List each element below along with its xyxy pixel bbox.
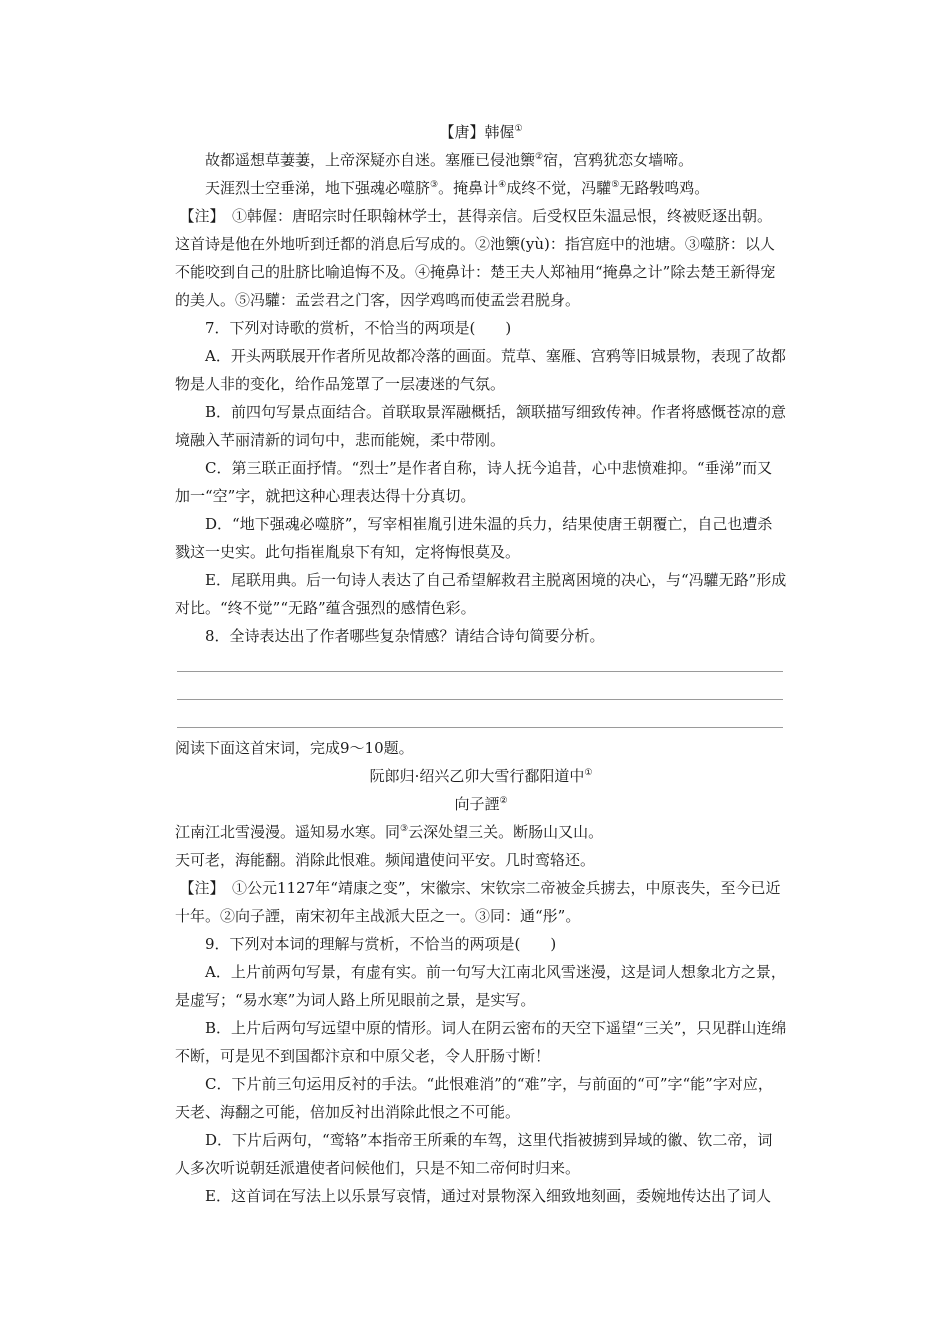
question-7-stem: 7．下列对诗歌的赏析，不恰当的两项是( ) <box>205 319 512 337</box>
ci-notes <box>175 874 787 930</box>
q7-option-c[interactable]: C．第三联正面抒情。“烈士”是作者自称，诗人抚今追昔，心中悲愤难抑。“垂涕”而又加一“空”字，就把这种心理表达得十分真切。 <box>175 459 773 505</box>
footnote-mark: ③ <box>430 180 439 190</box>
poem-text: 无路斅鸣鸡。 <box>619 179 710 197</box>
reading-intro: 阅读下面这首宋词，完成9～10题。 <box>175 739 414 757</box>
answer-line[interactable] <box>177 672 783 700</box>
poem-text: 。掩鼻计 <box>438 179 499 197</box>
ci-author <box>175 790 787 818</box>
poem-notes <box>175 202 787 314</box>
ci-title-text: 阮郎归·绍兴乙卯大雪行鄱阳道中 <box>369 767 585 785</box>
q9-option-e[interactable]: E．这首词在写法上以乐景写哀情，通过对景物深入细致地刻画，委婉地传达出了词人 <box>205 1187 771 1205</box>
q7-option-d[interactable]: D．“地下强魂必噬脐”，写宰相崔胤引进朱温的兵力，结果使唐王朝覆亡，自己也遭杀戮这一史实。此句指崔胤泉下有知，定将悔恨莫及。 <box>175 515 773 561</box>
poem-line <box>175 174 787 202</box>
footnote-mark: ② <box>499 796 508 806</box>
q7-option-a[interactable]: A．开头两联展开作者所见故都冷落的画面。荒草、塞雁、宫鸦等旧城景物，表现了故都物是人非的变化，给作品笼罩了一层凄迷的气氛。 <box>175 347 786 393</box>
note-text: ①韩偓：唐昭宗时任职翰林学士，甚得亲信。后受权臣朱温忌恨，终被贬逐出朝。这首诗是他在外地听到迁都的消息后写成的。②池籞(yù)：指宫庭中的池塘。③噬脐：以人不能咬到自己的肚脐比喻追悔不及。④掩鼻计：楚王夫人郑袖用“掩鼻之计”除去楚王新得宠的美人。⑤冯驩：孟尝君之门客，因学鸡鸣而使孟尝君脱身。 <box>175 207 776 309</box>
q9-option-d[interactable]: D．下片后两句，“鸾辂”本指帝王所乘的车驾，这里代指被掳到异域的徽、钦二帝，词人多次听说朝廷派遣使者问候他们，只是不知二帝何时归来。 <box>175 1131 773 1177</box>
footnote-mark: ② <box>535 152 544 162</box>
ci-title <box>175 762 787 790</box>
q9-option-a[interactable]: A．上片前两句写景，有虚有实。前一句写大江南北风雪迷漫，这是词人想象北方之景，是虚写；“易水寒”为词人路上所见眼前之景，是实写。 <box>175 963 786 1009</box>
q7-option-b[interactable]: B．前四句写景点面结合。首联取景浑融概括，颔联描写细致传神。作者将感慨苍凉的意境融入芊丽清新的词句中，悲而能婉，柔中带刚。 <box>175 403 787 449</box>
footnote-mark: ⑤ <box>611 180 620 190</box>
question-8-stem: 8．全诗表达出了作者哪些复杂情感？请结合诗句简要分析。 <box>205 627 605 645</box>
q9-option-b[interactable]: B．上片后两句写远望中原的情形。词人在阴云密布的天空下遥望“三关”，只见群山连绵不断，可是见不到国都汴京和中原父老，令人肝肠寸断！ <box>175 1019 787 1065</box>
poem-heading <box>175 118 787 146</box>
answer-line[interactable] <box>177 700 783 728</box>
poem-dynasty: 【唐】 <box>439 123 485 141</box>
ci-author-text: 向子諲 <box>454 795 500 813</box>
question-9-stem: 9．下列对本词的理解与赏析，不恰当的两项是( ) <box>205 935 557 953</box>
document-page <box>175 118 787 1210</box>
poem-text: 宿，宫鸦犹恋女墙啼。 <box>543 151 694 169</box>
footnote-mark: ① <box>584 768 593 778</box>
ci-line: 天可老，海能翻。消除此恨难。频闻遣使问平安。几时鸾辂还。 <box>175 851 596 869</box>
ci-text: 江南江北雪漫漫。遥知易水寒。同 <box>175 823 401 841</box>
poem-author: 韩偓 <box>484 123 515 141</box>
poem-text: 故都遥想草萋萋，上帝深疑亦自迷。塞雁已侵池籞 <box>205 151 536 169</box>
poem-text: 成终不觉，冯驩 <box>506 179 612 197</box>
q9-option-c[interactable]: C．下片前三句运用反衬的手法。“此恨难消”的“难”字，与前面的“可”字“能”字对应，天老、海翻之可能，倍加反衬出消除此恨之不可能。 <box>175 1075 773 1121</box>
ci-text: 云深处望三关。断肠山又山。 <box>408 823 604 841</box>
poem-text: 天涯烈士空垂涕，地下强魂必噬脐 <box>205 179 431 197</box>
footnote-mark: ① <box>514 124 523 134</box>
note-text: ①公元1127年“靖康之变”，宋徽宗、宋钦宗二帝被金兵掳去，中原丧失，至今已近十年。②向子諲，南宋初年主战派大臣之一。③同：通“彤”。 <box>175 879 781 925</box>
note-label: 【注】 <box>179 879 218 897</box>
q7-option-e[interactable]: E．尾联用典。后一句诗人表达了自己希望解救君主脱离困境的决心，与“冯驩无路”形成对比。“终不觉”“无路”蕴含强烈的感情色彩。 <box>175 571 787 617</box>
answer-area[interactable] <box>175 644 787 728</box>
poem-line <box>175 146 787 174</box>
ci-line <box>175 818 787 846</box>
note-label: 【注】 <box>179 207 218 225</box>
footnote-mark: ④ <box>498 180 507 190</box>
footnote-mark: ③ <box>400 824 409 834</box>
